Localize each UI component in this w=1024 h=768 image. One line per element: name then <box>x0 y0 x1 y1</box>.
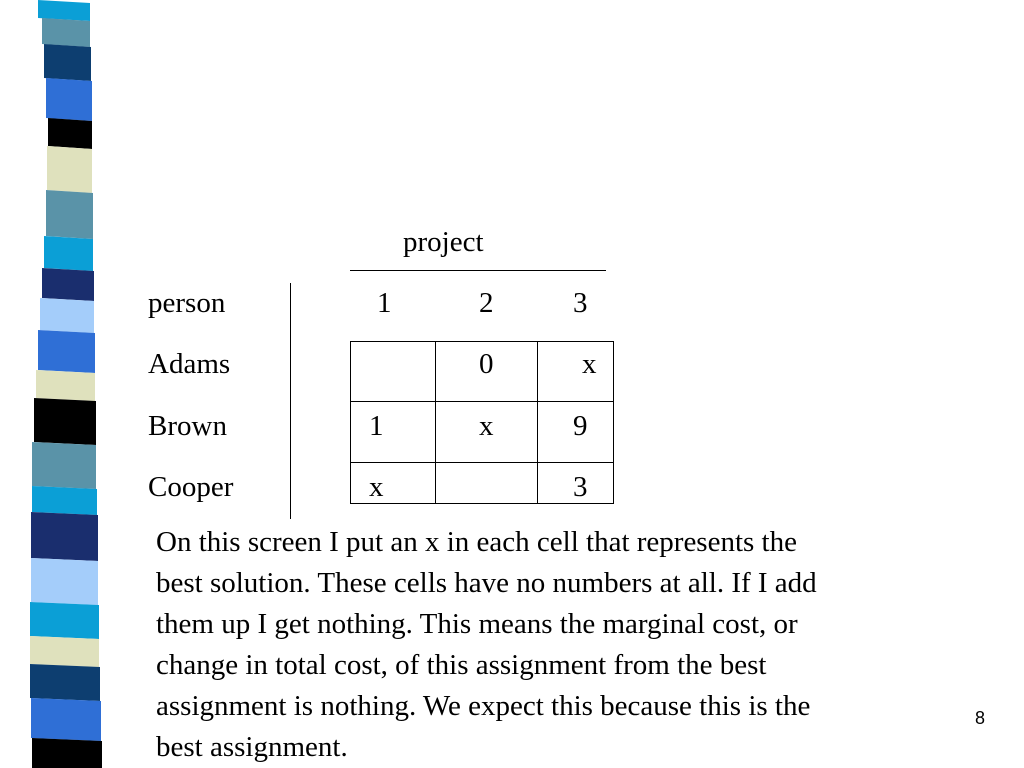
page-number: 8 <box>975 708 986 728</box>
explanation-line: best solution. These cells have no numbers at all. If I add <box>156 567 817 599</box>
stripe-band <box>48 118 92 149</box>
column-label-3: 3 <box>573 287 588 319</box>
row-label-adams: Adams <box>148 348 231 380</box>
column-label-2: 2 <box>479 287 494 319</box>
stripe-band <box>34 398 96 445</box>
vertical-divider <box>290 283 291 519</box>
cell-brown-1: 1 <box>369 410 384 442</box>
row-header-person: person <box>148 287 226 319</box>
explanation-line: change in total cost, of this assignment from the best <box>156 649 767 681</box>
cell-brown-2: x <box>479 410 494 442</box>
cell-adams-3: x <box>582 348 597 380</box>
cell-box <box>537 341 614 402</box>
stripe-band <box>31 512 98 561</box>
stripe-band <box>47 146 92 193</box>
row-label-cooper: Cooper <box>148 471 234 503</box>
stripe-band <box>46 78 92 121</box>
stripe-band <box>38 330 95 373</box>
stripe-band <box>46 190 93 239</box>
decorative-stripe-strip <box>0 0 120 768</box>
stripe-band <box>30 636 99 667</box>
explanation-text <box>156 522 976 768</box>
stripe-band <box>32 738 102 768</box>
stripe-band <box>30 602 99 639</box>
explanation-line: them up I get nothing. This means the marginal cost, or <box>156 608 798 640</box>
header-underline <box>350 270 606 271</box>
cell-adams-2: 0 <box>479 348 494 380</box>
cell-cooper-3: 3 <box>573 471 588 503</box>
explanation-line: On this screen I put an x in each cell that represents the <box>156 526 797 558</box>
stripe-band <box>31 698 101 741</box>
explanation-line: assignment is nothing. We expect this because this is the <box>156 690 811 722</box>
stripe-band <box>32 486 97 515</box>
stripe-band <box>40 298 94 333</box>
cell-brown-3: 9 <box>573 410 588 442</box>
row-label-brown: Brown <box>148 410 227 442</box>
stripe-band <box>38 0 90 21</box>
cell-box <box>350 341 436 402</box>
project-header: project <box>403 226 484 258</box>
column-label-1: 1 <box>377 287 392 319</box>
explanation-line: best assignment. <box>156 731 348 763</box>
cell-box <box>350 401 436 463</box>
stripe-band <box>31 558 98 605</box>
stripe-band <box>32 442 96 489</box>
stripe-band <box>42 268 94 301</box>
stripe-band <box>44 236 93 271</box>
stripe-band <box>42 18 90 47</box>
stripe-band <box>30 664 100 701</box>
cell-cooper-1: x <box>369 471 384 503</box>
stripe-band <box>36 370 95 401</box>
cell-box <box>435 462 538 504</box>
cell-box <box>350 462 436 504</box>
stripe-band <box>44 44 91 81</box>
